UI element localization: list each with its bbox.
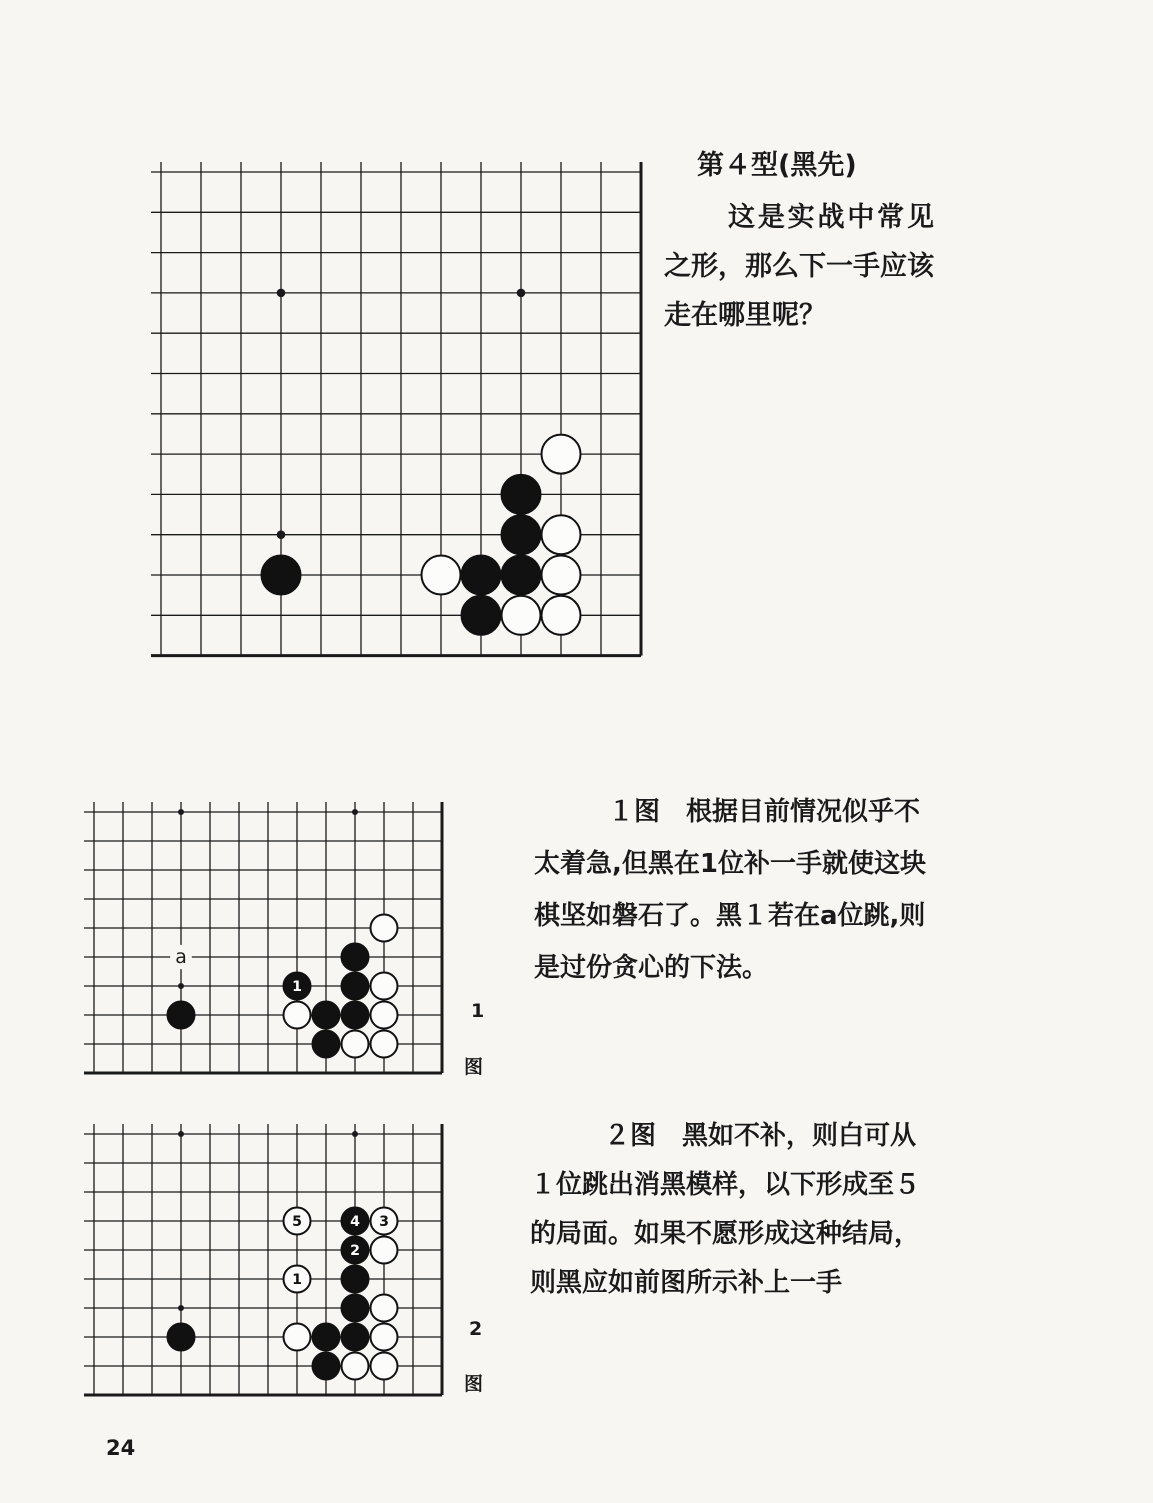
black-stone (313, 1031, 340, 1058)
black-stone (342, 944, 369, 971)
black-stone (502, 515, 541, 554)
problem-title: 第４型(黑先) (697, 150, 857, 181)
black-stone (342, 1324, 369, 1351)
black-stone (313, 1324, 340, 1351)
black-stone (342, 1002, 369, 1029)
star-point (178, 1131, 184, 1137)
white-stone (422, 556, 461, 595)
move-number: 5 (292, 1214, 302, 1231)
white-stone (342, 1031, 369, 1058)
star-point (352, 809, 358, 815)
white-stone (371, 1002, 398, 1029)
move-number: 1 (292, 1272, 302, 1289)
star-point (352, 1131, 358, 1137)
white-stone (371, 1237, 398, 1264)
white-stone (542, 515, 581, 554)
move-number: 2 (350, 1243, 360, 1260)
figure2-board (76, 1118, 456, 1408)
figure2-text: ２图 黑如不补，则白可从１位跳出消黑模样，以下形成至５的局面。如果不愿形成这种结局，则黑应如前图所示补上一手 (530, 1121, 921, 1298)
white-stone (284, 1002, 311, 1029)
star-point (178, 1305, 184, 1311)
white-stone (542, 435, 581, 474)
white-stone (342, 1353, 369, 1380)
mark-label-a: a (175, 946, 187, 969)
white-stone (542, 596, 581, 635)
black-stone (313, 1353, 340, 1380)
black-stone (342, 1266, 369, 1293)
star-point (277, 530, 286, 539)
move-number: 1 (292, 979, 302, 996)
figure1-label-char: 图 (464, 1056, 484, 1078)
figure2-label-number: 2 (469, 1318, 483, 1340)
figure2-label-char: 图 (464, 1373, 484, 1395)
move-number: 4 (350, 1214, 360, 1231)
star-point (178, 983, 184, 989)
white-stone (542, 556, 581, 595)
white-stone (371, 915, 398, 942)
star-point (517, 289, 526, 298)
black-stone (168, 1002, 195, 1029)
white-stone (371, 973, 398, 1000)
white-stone (502, 596, 541, 635)
figure1-text: １图 根据目前情况似乎不太着急,但黑在1位补一手就使这块棋坚如磐石了。黑１若在a位跳,则是过份贪心的下法。 (534, 797, 926, 983)
move-number: 3 (379, 1214, 389, 1231)
white-stone (284, 1324, 311, 1351)
figure1-board (76, 796, 456, 1086)
white-stone (371, 1031, 398, 1058)
black-stone (262, 556, 301, 595)
black-stone (502, 556, 541, 595)
star-point (277, 289, 286, 298)
figure1-label-number: 1 (471, 1000, 485, 1022)
problem-board-svg (135, 146, 650, 676)
star-point (178, 809, 184, 815)
white-stone (371, 1324, 398, 1351)
problem-board (135, 146, 650, 676)
black-stone (462, 556, 501, 595)
black-stone (313, 1002, 340, 1029)
black-stone (168, 1324, 195, 1351)
figure1-board-svg (76, 796, 456, 1086)
page-number: 24 (106, 1436, 136, 1460)
problem-body: 这是实战中常见之形，那么下一手应该走在哪里呢？ (664, 202, 934, 331)
black-stone (502, 475, 541, 514)
black-stone (462, 596, 501, 635)
figure2-board-svg (76, 1118, 456, 1408)
black-stone (342, 1295, 369, 1322)
black-stone (342, 973, 369, 1000)
white-stone (371, 1295, 398, 1322)
white-stone (371, 1353, 398, 1380)
